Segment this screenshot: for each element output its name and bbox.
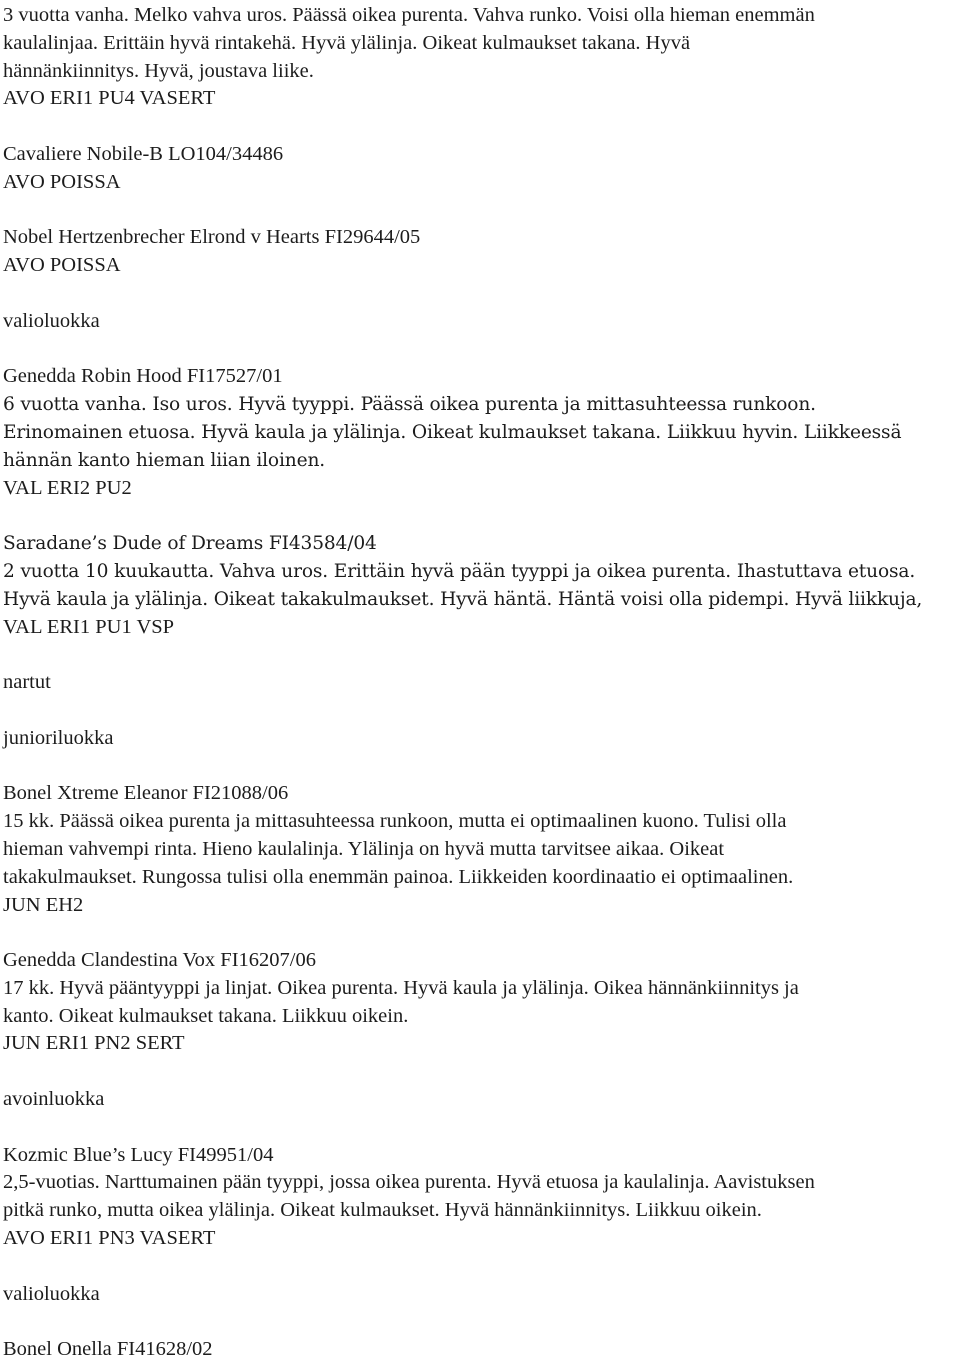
text-line: VAL ERI1 PU1 VSP: [3, 615, 175, 638]
text-line: valioluokka: [3, 309, 100, 332]
text-line: Kozmic Blue’s Lucy FI49951/04: [3, 1143, 274, 1166]
blank-line: [3, 1253, 958, 1281]
text-line: 2 vuotta 10 kuukautta. Vahva uros. Erittäin hyvä pään tyyppi ja oikea purenta. Ihastuttava etuosa.: [3, 560, 916, 582]
text-line: hieman vahvempi rinta. Hieno kaulalinja. Ylälinja on hyvä mutta tarvitsee aikaa. Oikeat: [3, 837, 725, 860]
blank-line: [3, 197, 958, 225]
text-line: nartut: [3, 671, 51, 694]
text-line: 6 vuotta vanha. Iso uros. Hyvä tyyppi. Päässä oikea purenta ja mittasuhteessa runkoon.: [3, 394, 816, 416]
document-body: [3, 2, 958, 1364]
blank-line: [3, 280, 958, 308]
text-line: hännänkiinnitys. Hyvä, joustava liike.: [3, 59, 314, 82]
text-line: AVO ERI1 PN3 VASERT: [3, 1227, 216, 1250]
blank-line: [3, 1058, 958, 1086]
blank-line: [3, 919, 958, 947]
text-line: kaulalinjaa. Erittäin hyvä rintakehä. Hyvä ylälinja. Oikeat kulmaukset takana. Hyvä: [3, 31, 691, 54]
text-line: JUN EH2: [3, 893, 84, 916]
text-line: junioriluokka: [3, 726, 114, 749]
blank-line: [3, 336, 958, 364]
text-line: AVO POISSA: [3, 170, 121, 193]
text-line: Nobel Hertzenbrecher Elrond v Hearts FI29644/05: [3, 226, 421, 249]
text-line: Cavaliere Nobile-B LO104/34486: [3, 142, 284, 165]
text-line: 15 kk. Päässä oikea purenta ja mittasuhteessa runkoon, mutta ei optimaalinen kuono. Tulisi olla: [3, 810, 787, 833]
text-line: pitkä runko, mutta oikea ylälinja. Oikeat kulmaukset. Hyvä hännänkiinnitys. Liikkuu oikein.: [3, 1199, 762, 1222]
text-line: takakulmaukset. Rungossa tulisi olla enemmän painoa. Liikkeiden koordinaatio ei optimaalinen.: [3, 865, 794, 888]
text-line: Bonel Onella FI41628/02: [3, 1338, 213, 1361]
text-line: 17 kk. Hyvä pääntyyppi ja linjat. Oikea purenta. Hyvä kaula ja ylälinja. Oikea hännänkiinnitys ja: [3, 976, 799, 999]
blank-line: [3, 753, 958, 781]
text-line: AVO ERI1 PU4 VASERT: [3, 87, 216, 110]
text-line: 2,5-vuotias. Narttumainen pään tyyppi, jossa oikea purenta. Hyvä etuosa ja kaulalinja. Aavistuksen: [3, 1171, 815, 1194]
text-line: avoinluokka: [3, 1088, 105, 1111]
blank-line: [3, 641, 958, 669]
blank-line: [3, 1308, 958, 1336]
text-line: Saradane’s Dude of Dreams FI43584/04: [3, 533, 377, 555]
text-line: Erinomainen etuosa. Hyvä kaula ja ylälinja. Oikeat kulmaukset takana. Liikkuu hyvin. Liikkeessä: [3, 421, 902, 443]
text-line: hännän kanto hieman liian iloinen.: [3, 449, 326, 471]
text-line: AVO POISSA: [3, 254, 121, 277]
text-line: VAL ERI2 PU2: [3, 476, 132, 499]
blank-line: [3, 113, 958, 141]
text-line: valioluokka: [3, 1282, 100, 1305]
text-line: 3 vuotta vanha. Melko vahva uros. Päässä oikea purenta. Vahva runko. Voisi olla hieman enemmän: [3, 4, 815, 26]
text-line: JUN ERI1 PN2 SERT: [3, 1032, 185, 1055]
text-line: Genedda Robin Hood FI17527/01: [3, 365, 283, 388]
text-line: Bonel Xtreme Eleanor FI21088/06: [3, 782, 289, 805]
blank-line: [3, 697, 958, 725]
blank-line: [3, 1114, 958, 1142]
text-line: Hyvä kaula ja ylälinja. Oikeat takakulmaukset. Hyvä häntä. Häntä voisi olla pidempi. Hyvä liikkuja,: [3, 588, 923, 610]
text-line: kanto. Oikeat kulmaukset takana. Liikkuu oikein.: [3, 1004, 409, 1027]
blank-line: [3, 502, 958, 530]
text-line: Genedda Clandestina Vox FI16207/06: [3, 949, 316, 972]
